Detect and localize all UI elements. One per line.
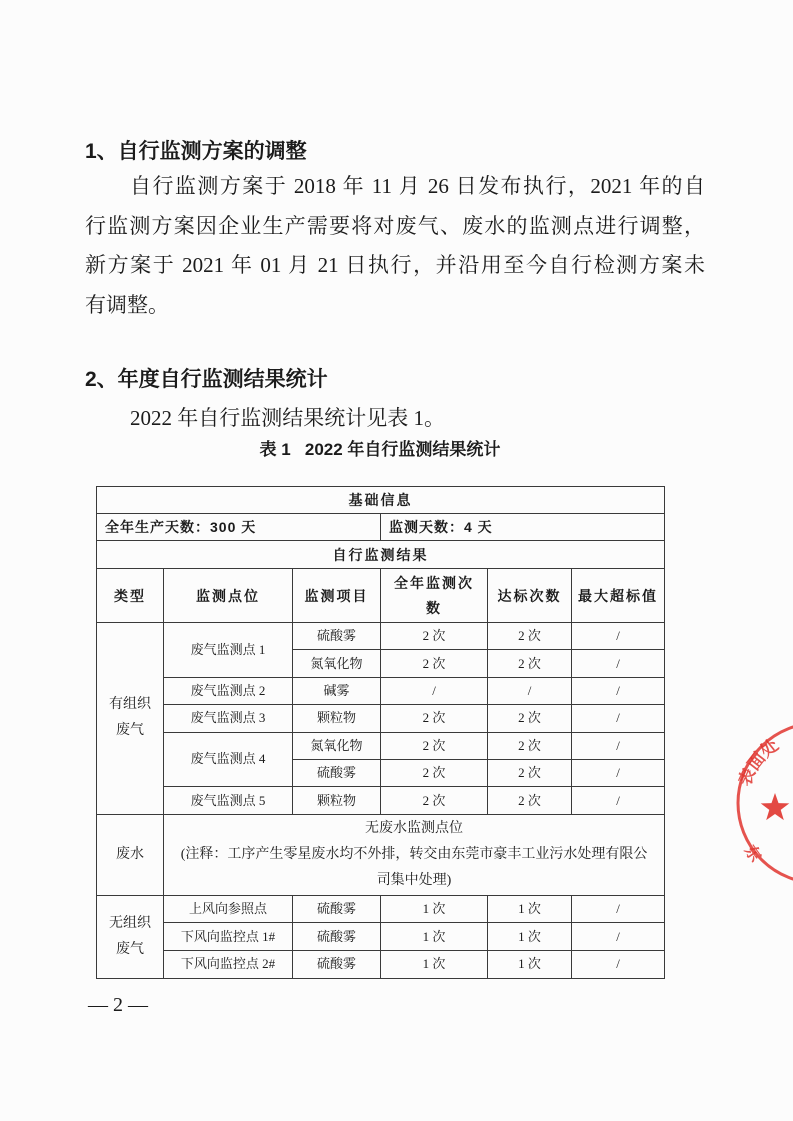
item-cell: 颗粒物	[293, 705, 381, 732]
wastewater-note-cell	[164, 814, 665, 895]
table-row	[97, 814, 665, 895]
production-days: 全年生产天数：300 天	[97, 514, 381, 541]
passed-cell: 1 次	[488, 895, 572, 923]
point-name-cell: 废气监测点 3	[164, 705, 293, 732]
table-row	[97, 923, 665, 951]
count-cell: 2 次	[381, 787, 488, 814]
item-cell: 硫酸雾	[293, 623, 381, 650]
table-row	[97, 677, 665, 704]
monitoring-days: 监测天数：4 天	[381, 514, 665, 541]
table-header-row	[97, 569, 665, 623]
item-cell: 氮氧化物	[293, 650, 381, 677]
seal-star-icon	[761, 793, 790, 820]
type-cell	[97, 814, 164, 895]
table-row	[97, 895, 665, 923]
count-cell: 1 次	[381, 895, 488, 923]
max-exceed-cell: /	[572, 623, 665, 650]
monitoring-results-table	[96, 486, 665, 979]
paragraph-line: 有调整。	[85, 292, 169, 317]
table-row	[97, 951, 665, 979]
section-2-intro: 2022 年自行监测结果统计见表 1。	[130, 406, 445, 430]
max-exceed-cell: /	[572, 787, 665, 814]
header-max-exceed: 最大超标值	[572, 569, 665, 623]
type-label: 废水	[115, 846, 144, 862]
type-cell	[97, 623, 164, 815]
page-number: — 2 —	[88, 994, 148, 1016]
table-row	[97, 487, 665, 514]
count-cell: /	[381, 677, 488, 704]
header-passed-count: 达标次数	[488, 569, 572, 623]
passed-cell: 2 次	[488, 650, 572, 677]
count-cell: 2 次	[381, 650, 488, 677]
passed-cell: 2 次	[488, 705, 572, 732]
item-cell: 硫酸雾	[293, 759, 381, 786]
type-label: 无组织废气	[108, 915, 151, 957]
company-seal	[730, 715, 793, 890]
point-name-cell: 废气监测点 5	[164, 787, 293, 814]
count-cell: 2 次	[381, 732, 488, 759]
paragraph-line: 自行监测方案于 2018 年 11 月 26 日发布执行，2021 年的自	[130, 174, 705, 198]
point-name-cell: 废气监测点 2	[164, 677, 293, 704]
count-cell: 2 次	[381, 705, 488, 732]
header-monitoring-point: 监测点位	[164, 569, 293, 623]
wastewater-note: (注释：工序产生零星废水均不外排，转交由东莞市豪丰工业污水处理有限公司集中处理)	[180, 846, 648, 888]
item-cell: 硫酸雾	[293, 895, 381, 923]
max-exceed-cell: /	[572, 650, 665, 677]
count-cell: 1 次	[381, 951, 488, 979]
table-row	[97, 705, 665, 732]
section-2-heading: 2、年度自行监测结果统计	[85, 368, 328, 391]
header-annual-count: 全年监测次数	[381, 569, 488, 623]
table-row	[97, 541, 665, 569]
item-cell: 碱雾	[293, 677, 381, 704]
paragraph-line: 新方案于 2021 年 01 月 21 日执行，并沿用至今自行检测方案未	[85, 253, 705, 277]
section-1-paragraph	[85, 167, 705, 325]
point-name-cell: 废气监测点 1	[164, 623, 293, 678]
item-cell: 硫酸雾	[293, 951, 381, 979]
count-cell: 2 次	[381, 759, 488, 786]
item-cell: 颗粒物	[293, 787, 381, 814]
passed-cell: /	[488, 677, 572, 704]
max-exceed-cell: /	[572, 895, 665, 923]
seal-text-top	[735, 735, 782, 789]
basic-info-title: 基础信息	[97, 487, 665, 514]
section-1-heading: 1、自行监测方案的调整	[85, 140, 307, 163]
item-cell: 氮氧化物	[293, 732, 381, 759]
seal-text-top-path: 表面处	[735, 735, 783, 789]
max-exceed-cell: /	[572, 677, 665, 704]
type-cell	[97, 895, 164, 978]
passed-cell: 2 次	[488, 787, 572, 814]
wastewater-note-title: 无废水监测点位	[365, 820, 464, 836]
seal-text-bottom: 东	[740, 842, 764, 866]
max-exceed-cell: /	[572, 923, 665, 951]
count-cell: 1 次	[381, 923, 488, 951]
table-row	[97, 623, 665, 650]
point-name-cell: 上风向参照点	[164, 895, 293, 923]
table-row	[97, 514, 665, 541]
passed-cell: 2 次	[488, 623, 572, 650]
type-label: 有组织废气	[108, 697, 151, 739]
table-row	[97, 787, 665, 814]
count-cell: 2 次	[381, 623, 488, 650]
max-exceed-cell: /	[572, 951, 665, 979]
point-name-cell: 下风向监控点 2#	[164, 951, 293, 979]
paragraph-line: 行监测方案因企业生产需要将对废气、废水的监测点进行调整，	[85, 213, 705, 238]
passed-cell: 1 次	[488, 951, 572, 979]
table-caption: 表 1 2022 年自行监测结果统计	[259, 440, 501, 459]
point-name-cell: 下风向监控点 1#	[164, 923, 293, 951]
table-row	[97, 732, 665, 759]
passed-cell: 1 次	[488, 923, 572, 951]
header-type: 类型	[97, 569, 164, 623]
max-exceed-cell: /	[572, 705, 665, 732]
passed-cell: 2 次	[488, 732, 572, 759]
passed-cell: 2 次	[488, 759, 572, 786]
header-monitoring-item: 监测项目	[293, 569, 381, 623]
max-exceed-cell: /	[572, 732, 665, 759]
results-title: 自行监测结果	[97, 541, 665, 569]
max-exceed-cell: /	[572, 759, 665, 786]
point-name-cell: 废气监测点 4	[164, 732, 293, 787]
item-cell: 硫酸雾	[293, 923, 381, 951]
